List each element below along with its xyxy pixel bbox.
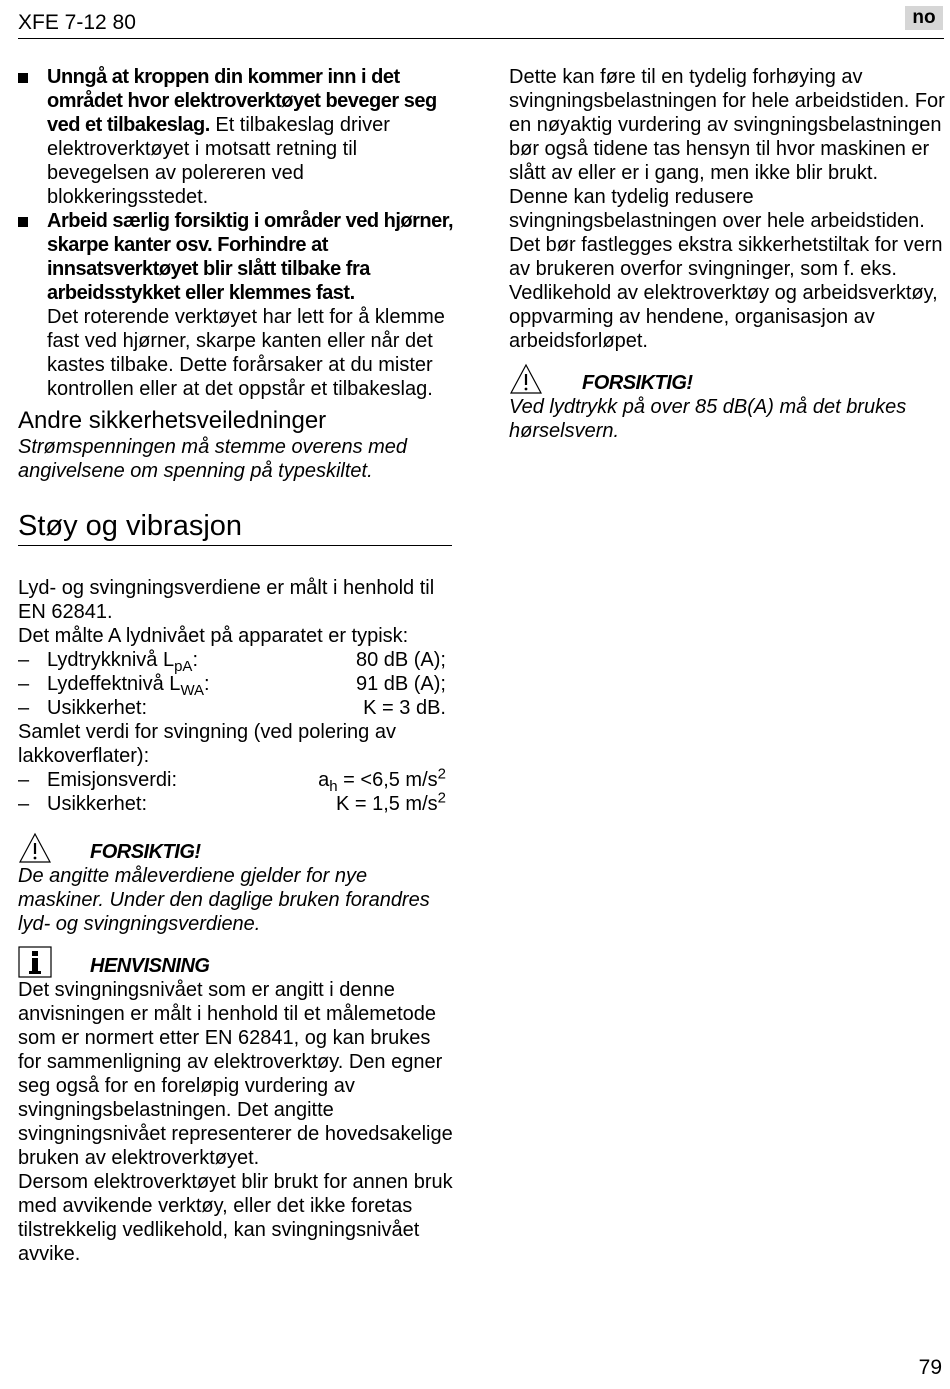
right-paragraph: Dette kan føre til en tydelig forhøying av svingningsbelastningen for hele arbeidstiden. For en nøyaktig vurdering av svingningsbelastningen bør også tidene tas hensyn til hvor maskinen er slått av eller er i gang, men ikke blir brukt. bbox=[509, 66, 945, 184]
dash: – bbox=[18, 793, 30, 815]
section-title: Støy og vibrasjon bbox=[18, 509, 452, 546]
vibration-intro: Samlet verdi for svingning (ved polering av lakkoverflater): bbox=[18, 721, 396, 767]
caution-title: FORSIKTIG! bbox=[582, 372, 693, 394]
bullet-bold-text: Unngå at kroppen din kommer inn i det området hvor elektroverktøyet beveger seg ved et tilbakeslag. bbox=[47, 66, 437, 136]
caution-callout bbox=[18, 834, 454, 864]
noise-label: Lydtrykknivå $L_{pA}$: bbox=[47, 649, 199, 675]
dash: – bbox=[18, 697, 30, 719]
warning-triangle-icon bbox=[18, 832, 52, 870]
note-callout bbox=[18, 948, 454, 978]
bullet-square-icon bbox=[18, 73, 28, 83]
noise-value: 80 dB (A); bbox=[355, 649, 446, 671]
bullet-text: Et tilbakeslag driver elektroverktøyet i motsatt retning til bevegelsen av polereren ved blokkeringsstedet. bbox=[47, 114, 390, 208]
bullet-item bbox=[18, 65, 454, 209]
vibration-value: $a_h = <6,5$ $m/s^2$ bbox=[318, 765, 446, 795]
vibration-value: K = 1,5 $m/s^2$ bbox=[335, 789, 446, 815]
other-safety-text: Strømspenningen må stemme overens med angivelsene om spenning på typeskiltet. bbox=[18, 436, 408, 482]
bullet-item bbox=[18, 209, 454, 401]
bullet-text: Det roterende verktøyet har lett for å klemme fast ved hjørner, skarpe kanten eller når det kastes tilbake. Dette forårsaker at du mister kontrollen eller at det oppstår et tilbakeslag. bbox=[47, 306, 445, 400]
noise-value: 91 dB (A); bbox=[355, 673, 446, 695]
dash: – bbox=[18, 673, 30, 695]
left-column bbox=[18, 65, 454, 1266]
caution-callout bbox=[509, 365, 945, 395]
measurement-intro: Lyd- og svingningsverdiene er målt i henhold til EN 62841. bbox=[18, 577, 435, 623]
noise-row bbox=[18, 672, 454, 699]
page-number: 79 bbox=[918, 1356, 942, 1379]
other-safety-heading: Andre sikkerhetsveiledninger bbox=[18, 407, 327, 434]
bullet-bold-text: Arbeid særlig forsiktig i områder ved hjørner, skarpe kanter osv. Forhindre at innsatsverktøyet blir slått tilbake fra arbeidsstykket eller klemmes fast. bbox=[47, 210, 453, 304]
header-rule bbox=[18, 38, 944, 39]
dash: – bbox=[18, 649, 30, 671]
caution-title: FORSIKTIG! bbox=[90, 841, 201, 863]
note-text: Det svingningsnivået som er angitt i denne anvisningen er målt i henhold til et målemetode som er normert etter EN 62841, og kan brukes for sammenligning av elektroverktøy. Den egner seg også for en foreløpig vurdering av svingningsbelastningen. Det angitte svingningsnivået representerer de hovedsakelige bruken av elektroverktøyet. bbox=[18, 979, 453, 1169]
noise-label: Usikkerhet: bbox=[47, 697, 148, 719]
right-column bbox=[509, 65, 945, 443]
note-title: HENVISNING bbox=[90, 955, 210, 977]
warning-triangle-icon bbox=[509, 363, 543, 401]
noise-value: K = 3 dB. bbox=[363, 697, 446, 719]
noise-row bbox=[18, 696, 454, 720]
vibration-label: Usikkerhet: bbox=[47, 793, 148, 815]
info-icon bbox=[18, 946, 52, 984]
dash: – bbox=[18, 769, 30, 791]
vibration-row bbox=[18, 765, 454, 795]
noise-label: Lydeffektnivå $L_{WA}$: bbox=[47, 673, 210, 699]
caution-text: Ved lydtrykk på over 85 dB(A) må det brukes hørselsvern. bbox=[509, 396, 907, 442]
bullet-square-icon bbox=[18, 217, 28, 227]
note-text: Dersom elektroverktøyet blir brukt for annen bruk med avvikende verktøy, eller det ikke foretas tilstrekkelig vedlikehold, kan svingningsnivået avvike. bbox=[18, 1171, 453, 1265]
vibration-row bbox=[18, 789, 454, 816]
right-paragraph: Denne kan tydelig redusere svingningsbelastningen over hele arbeidstiden. Det bør fastlegges ekstra sikkerhetstiltak for vern av brukeren overfor svingninger, som f. eks. Vedlikehold av elektroverktøy og arbeidsverktøy, oppvarming av hendene, organisasjon av arbeidsforløpet. bbox=[509, 186, 943, 352]
noise-row bbox=[18, 648, 454, 675]
typical-noise-text: Det målte A lydnivået på apparatet er typisk: bbox=[18, 625, 409, 647]
vibration-label: Emisjonsverdi: bbox=[47, 769, 178, 791]
page-header-title: XFE 7-12 80 bbox=[18, 11, 136, 34]
language-badge: no bbox=[905, 6, 943, 30]
caution-text: De angitte måleverdiene gjelder for nye maskiner. Under den daglige bruken forandres lyd- og svingningsverdiene. bbox=[18, 865, 430, 935]
